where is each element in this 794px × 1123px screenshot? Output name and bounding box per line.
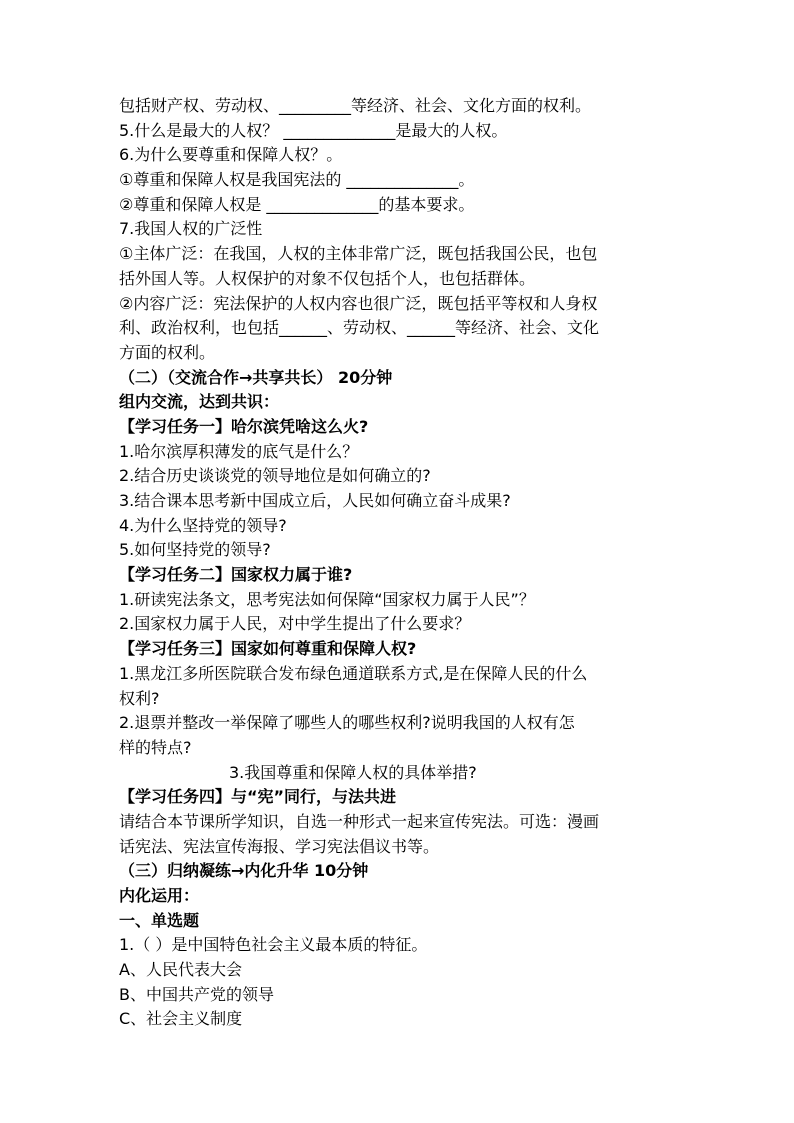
text-line: 括外国人等。人权保护的对象不仅包括个人，也包括群体。 [119,268,536,288]
section-heading: 【学习任务二】国家权力属于谁? [119,565,353,585]
text-line: 7.我国人权的广泛性 [119,219,263,239]
text-line: A、人民代表大会 [119,960,242,980]
text-line: 权利? [119,688,160,708]
text-line: 包括财产权、劳动权、_________等经济、社会、文化方面的权利。 [119,96,592,115]
text-line: 请结合本节课所学知识，自选一种形式一起来宣传宪法。可选：漫画 [119,811,600,831]
text-line: 1.（ ）是中国特色社会主义最本质的特征。 [119,935,428,955]
text-line: 3.结合课本思考新中国成立后，人民如何确立奋斗成果? [119,491,511,510]
text-line: 4.为什么坚持党的领导? [119,515,287,535]
text-line: 2.结合历史谈谈党的领导地位是如何确立的? [119,466,431,486]
text-line: ①主体广泛：在我国，人权的主体非常广泛，既包括我国公民，也包 [119,244,598,264]
section-heading: 【学习任务一】哈尔滨凭啥这么火? [119,416,369,436]
section-heading: （二）（交流合作→共享共长） 20分钟 [119,367,393,387]
section-heading: 【学习任务三】国家如何尊重和保障人权? [119,639,417,659]
section-heading: 【学习任务四】与“宪”同行，与法共进 [119,787,397,807]
text-line: ①尊重和保障人权是我国宪法的 ______________。 [119,170,475,190]
text-line: 5.什么是最大的人权？ ______________是最大的人权。 [119,120,508,140]
text-line: 1.黑龙江多所医院联合发布绿色通道联系方式,是在保障人民的什么 [119,663,588,683]
text-line: 1.哈尔滨厚积薄发的底气是什么？ [119,441,359,461]
text-line: 2.国家权力属于人民，对中学生提出了什么要求？ [119,614,471,634]
text-line: B、中国共产党的领导 [119,984,274,1004]
text-line: 6.为什么要尊重和保障人权？。 [119,145,343,165]
text-line: 利、政治权利，也包括______、劳动权、______等经济、社会、文化 [119,318,600,338]
text-line: ②尊重和保障人权是 ______________的基本要求。 [119,194,475,214]
section-heading: 一、单选题 [119,910,200,930]
text-line: ②内容广泛：宪法保护的人权内容也很广泛，既包括平等权和人身权 [119,293,598,313]
section-heading: 组内交流，达到共识： [119,392,280,412]
text-line: 5.如何坚持党的领导? [119,540,271,560]
text-line: C、社会主义制度 [119,1009,243,1029]
text-line: 方面的权利。 [119,342,216,362]
document-body [119,94,679,1032]
text-line: 样的特点? [119,737,192,757]
text-line: 话宪法、宪法宣传海报、学习宪法倡议书等。 [119,836,440,856]
text-line: 3.我国尊重和保障人权的具体举措? [229,762,477,782]
text-line: 1.研读宪法条文，思考宪法如何保障“国家权力属于人民”？ [119,589,535,609]
section-heading: 内化运用： [119,886,200,905]
section-heading: （三）归纳凝练→内化升华 10分钟 [119,861,369,881]
text-line: 2.退票并整改一举保障了哪些人的哪些权利?说明我国的人权有怎 [119,713,575,733]
